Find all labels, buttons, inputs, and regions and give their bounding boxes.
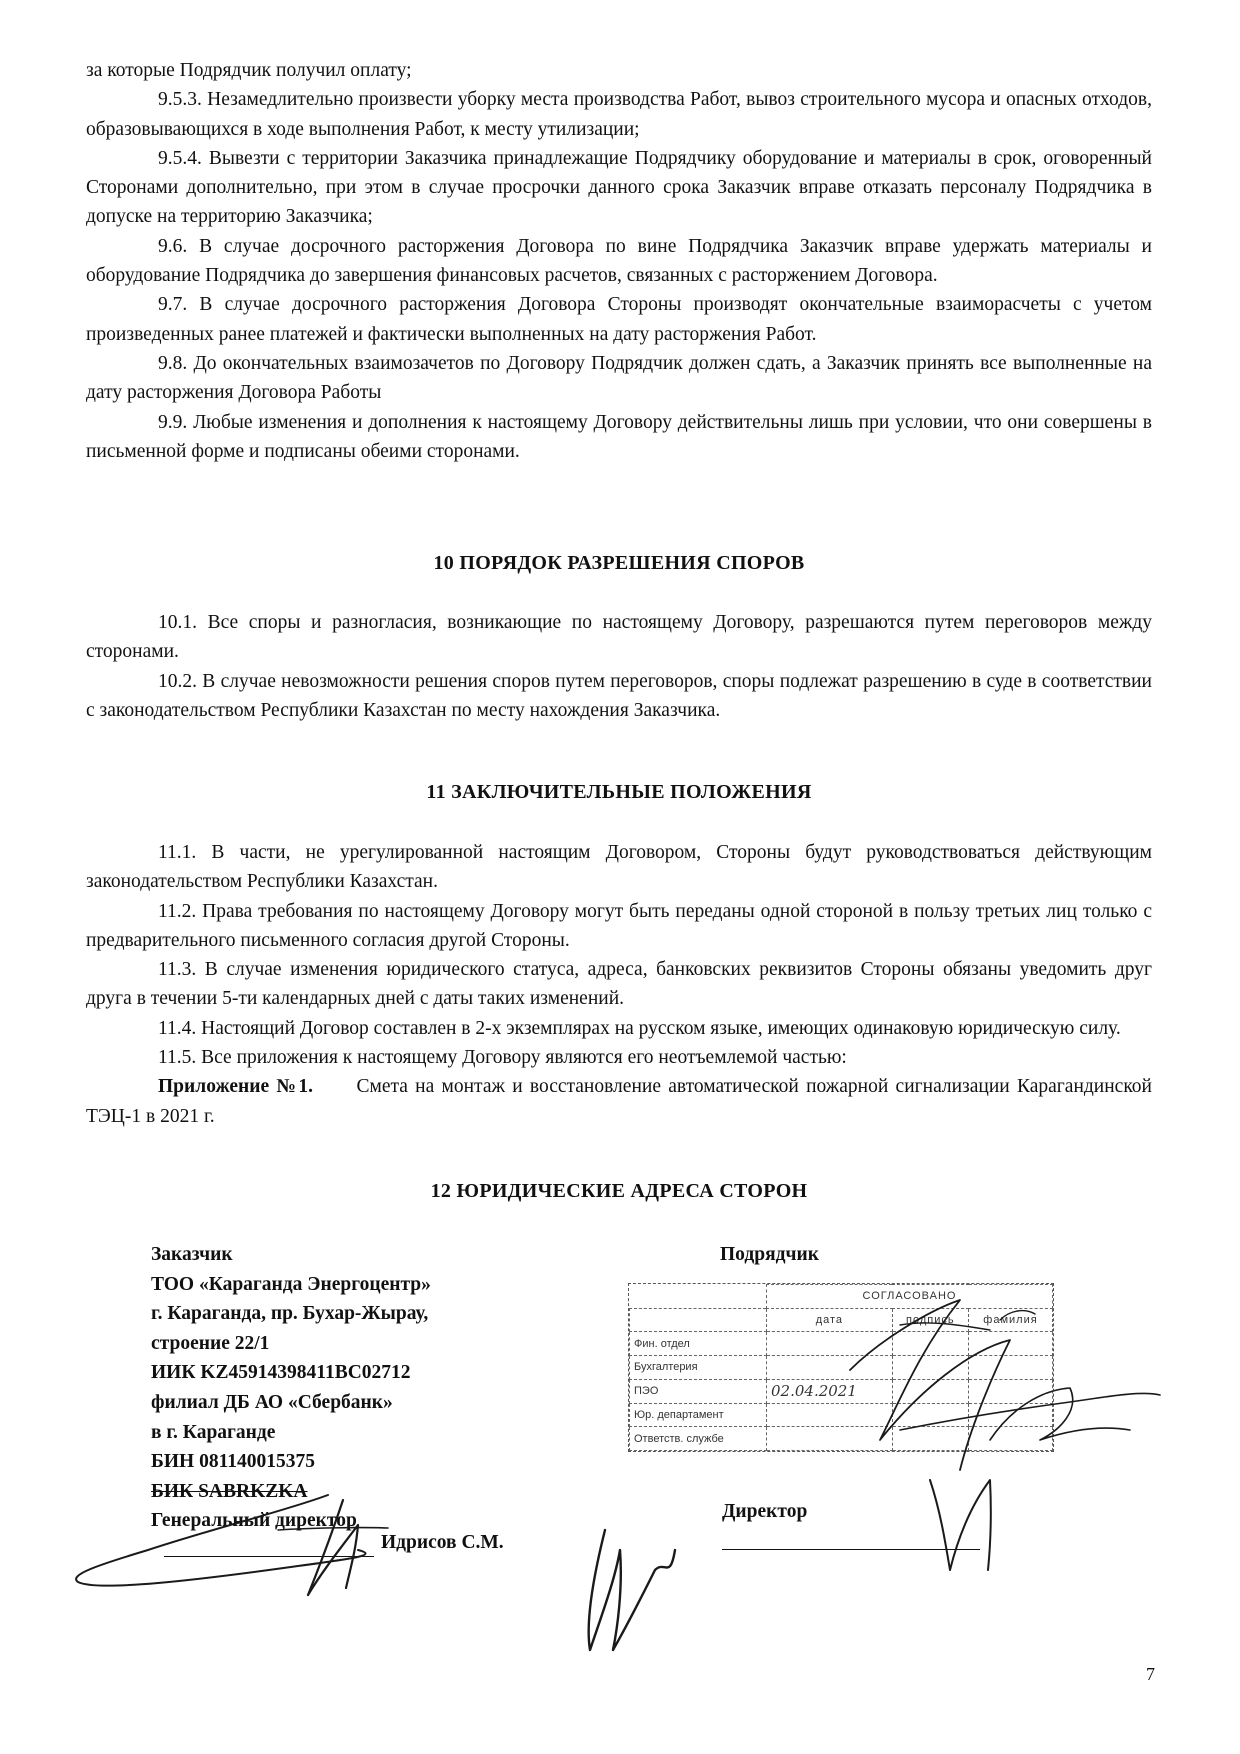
requisite-line: филиал ДБ АО «Сбербанк» [151,1391,393,1413]
page-number: 7 [1146,1664,1155,1684]
paragraph: 11.2. Права требования по настоящему Договору могут быть переданы одной стороной в пользу третьих лиц только с предварительного письменного согласия другой Стороны. [86,900,1152,951]
section-12-title: 12 ЮРИДИЧЕСКИЕ АДРЕСА СТОРОН [430,1180,808,1202]
appendix-text: Смета на монтаж и восстановление автоматической пожарной сигнализации Карагандинской ТЭЦ-1 в 2021 г. [86,1076,1152,1127]
column-header: подпись [892,1308,968,1332]
stamp-signature-icon [575,1510,695,1660]
paragraph: 10.2. В случае невозможности решения споров путем переговоров, споры подлежат разрешению в суде в соответствии с законодательством Республики Казахстан по месту нахождения Заказчика. [86,670,1152,721]
column-header: дата [767,1308,893,1332]
paragraph: 10.1. Все споры и разногласия, возникающие по настоящему Договору, разрешаются путем переговоров между сторонами. [86,612,1152,663]
customer-position: Генеральный директор [151,1510,357,1532]
appendix-item [86,1072,1152,1131]
clause-9-continuation [86,56,1152,466]
requisite-line: ТОО «Караганда Энергоцентр» [151,1273,431,1295]
appendix-label: Приложение №1. [158,1076,313,1098]
paragraph: 9.5.4. Вывезти с территории Заказчика принадлежащие Подрядчику оборудование и материалы в срок, оговоренный Сторонами дополнительно, при этом в случае просрочки данного срока Заказчик вправе отказать персоналу Подрядчика в допуске на территорию Заказчика; [86,147,1152,228]
contractor-heading: Подрядчик [720,1244,819,1265]
paragraph: 9.5.3. Незамедлительно произвести уборку места производства Работ, вывоз строительного мусора и опасных отходов, образовывающихся в ходе выполнения Работ, к месту утилизации; [86,89,1152,140]
row-label: Юр. департамент [630,1403,767,1427]
paragraph: 9.7. В случае досрочного расторжения Договора Стороны производят окончательные взаиморасчеты с учетом произведенных ранее платежей и фактически выполненных на дату расторжения Работ. [86,294,1152,345]
paragraph: 9.9. Любые изменения и дополнения к настоящему Договору действительны лишь при условии, что они совершены в письменной форме и подписаны обеими сторонами. [86,411,1152,462]
customer-signer: Идрисов С.М. [381,1532,504,1553]
bik-line: БИК SABRKZKA [151,1480,308,1502]
row-label: ПЭО [630,1379,767,1403]
customer-signature-icon [58,1470,458,1610]
section-11-title: 11 ЗАКЛЮЧИТЕЛЬНЫЕ ПОЛОЖЕНИЯ [426,781,812,803]
contractor-position: Директор [722,1501,808,1522]
requisite-line: в г. Караганде [151,1421,276,1443]
section-11-body [86,838,1152,1131]
paragraph: 11.1. В части, не урегулированной настоящим Договором, Стороны будут руководствоваться действующим законодательством Республики Казахстан. [86,842,1152,893]
paragraph: 9.8. До окончательных взаимозачетов по Договору Подрядчик должен сдать, а Заказчик принять все выполненные на дату расторжения Договора Работы [86,352,1152,404]
paragraph: 11.4. Настоящий Договор составлен в 2-х экземплярах на русском языке, имеющих одинаковую юридическую силу. [158,1017,1121,1039]
section-10-title: 10 ПОРЯДОК РАЗРЕШЕНИЯ СПОРОВ [433,552,805,574]
column-header: фамилия [969,1308,1053,1332]
paragraph: 11.3. В случае изменения юридического статуса, адреса, банковских реквизитов Стороны обязаны уведомить друг друга в течении 5-ти календарных дней с даты таких изменений. [86,959,1152,1010]
handwritten-date: 02.04.2021 [767,1379,893,1403]
row-label: Фин. отдел [630,1332,767,1356]
paragraph: 11.5. Все приложения к настоящему Договору являются его неотъемлемой частью: [158,1047,847,1069]
requisite-line: строение 22/1 [151,1332,270,1354]
row-label: Бухгалтерия [630,1356,767,1380]
requisite-line: г. Караганда, пр. Бухар-Жырау, [151,1303,429,1325]
requisite-line: БИН 081140015375 [151,1451,316,1473]
paragraph: за которые Подрядчик получил оплату; [86,60,412,81]
section-10-body [86,608,1152,725]
paragraph: 9.6. В случае досрочного расторжения Договора по вине Подрядчика Заказчик вправе удержать материалы и оборудование Подрядчика до завершения финансовых расчетов, связанных с расторжением Договора. [86,235,1152,287]
row-label: Ответств. службе [630,1427,767,1451]
requisite-line: ИИК KZ45914398411BC02712 [151,1362,411,1384]
approval-header: СОГЛАСОВАНО [767,1285,1053,1309]
contractor-signature-icon [840,1280,1170,1580]
customer-heading: Заказчик [151,1244,233,1265]
